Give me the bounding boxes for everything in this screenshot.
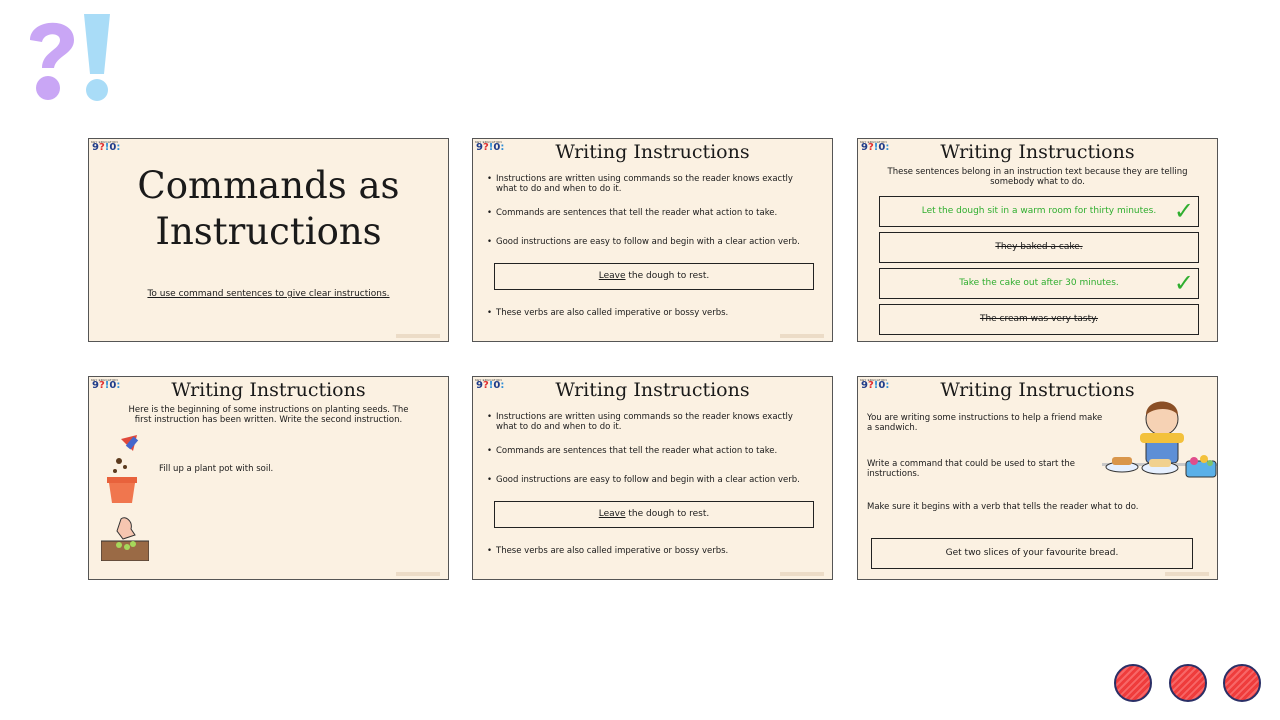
slide-title: Writing Instructions [171,379,366,401]
bullet-item: • Good instructions are easy to follow and begin with a clear action verb. [487,475,809,485]
slide-thumbnail-1[interactable] [88,138,449,342]
checkmark-icon: ✓ [1173,269,1194,297]
slide-title: Writing Instructions [555,379,750,401]
example-sentence-box: Leave the dough to rest. [494,501,814,528]
answer-option: The cream was very tasty. [879,304,1199,335]
brand-logo: KEY EDUCATION 9?!0: [860,140,890,153]
brand-logo: KEY EDUCATION 9?!0: [91,378,121,391]
slide-footer [396,334,440,338]
answer-option: They baked a cake. [879,232,1199,263]
bullet-item: • Instructions are written using commands so the reader knows exactly what to do and when to do it. [487,174,809,194]
slide-paragraph: Write a command that could be used to start the instructions. [867,459,1076,479]
bullet-item: • These verbs are also called imperative or bossy verbs. [487,308,809,318]
slide-footer [780,572,824,576]
bullet-item: • Instructions are written using commands so the reader knows exactly what to do and when to do it. [487,412,809,432]
answer-option-correct: Take the cake out after 30 minutes. ✓ [879,268,1199,299]
slide-paragraph: Make sure it begins with a verb that tells the reader what to do. [867,502,1139,512]
scribble-dot-icon [1223,664,1261,702]
slide-subtitle: Here is the beginning of some instructions on planting seeds. The first instruction has been written. Write the second instruction. [128,405,409,425]
bullet-item: • These verbs are also called imperative or bossy verbs. [487,546,809,556]
checkmark-icon: ✓ [1173,197,1194,225]
brand-logo: KEY EDUCATION 9?!0: [91,140,121,153]
slide-title: Commands as Instructions [137,164,400,253]
slide-thumbnail-6[interactable] [857,376,1218,580]
slide-thumbnail-4[interactable] [88,376,449,580]
slide-footer [396,572,440,576]
slide-paragraph: You are writing some instructions to help a friend make a sandwich. [867,413,1103,433]
answer-option-correct: Let the dough sit in a warm room for thirty minutes. ✓ [879,196,1199,227]
bullet-item: • Commands are sentences that tell the reader what action to take. [487,208,809,218]
slide-footer [780,334,824,338]
slide-title: Writing Instructions [555,141,750,163]
answer-box: Get two slices of your favourite bread. [871,538,1193,569]
slide-footer [1165,572,1209,576]
brand-logo: KEY EDUCATION 9?!0: [475,378,505,391]
child-making-sandwich-illustration [1102,389,1218,484]
bullet-item: • Commands are sentences that tell the reader what action to take. [487,446,809,456]
scribble-dot-icon [1169,664,1207,702]
slide-title: Writing Instructions [940,379,1135,401]
slide-title: Writing Instructions [940,141,1135,163]
slide-thumbnail-2[interactable] [472,138,833,342]
brand-logo: KEY EDUCATION 9?!0: [475,140,505,153]
slide-thumbnail-3[interactable] [857,138,1218,342]
slide-subtitle: These sentences belong in an instruction text because they are telling somebody what to do. [887,167,1188,187]
decorative-dots [1112,664,1262,704]
scribble-dot-icon [1114,664,1152,702]
bullet-item: • Good instructions are easy to follow and begin with a clear action verb. [487,237,809,247]
example-sentence-box: Leave the dough to rest. [494,263,814,290]
question-exclamation-logo [12,8,122,104]
hand-seeds-icon [101,515,149,561]
instruction-step-1: Fill up a plant pot with soil. [159,464,274,474]
slide-thumbnail-5[interactable] [472,376,833,580]
brand-logo: KEY EDUCATION 9?!0: [860,378,890,391]
learning-objective: To use command sentences to give clear instructions. [147,289,390,299]
trowel-pot-icon [103,435,143,505]
